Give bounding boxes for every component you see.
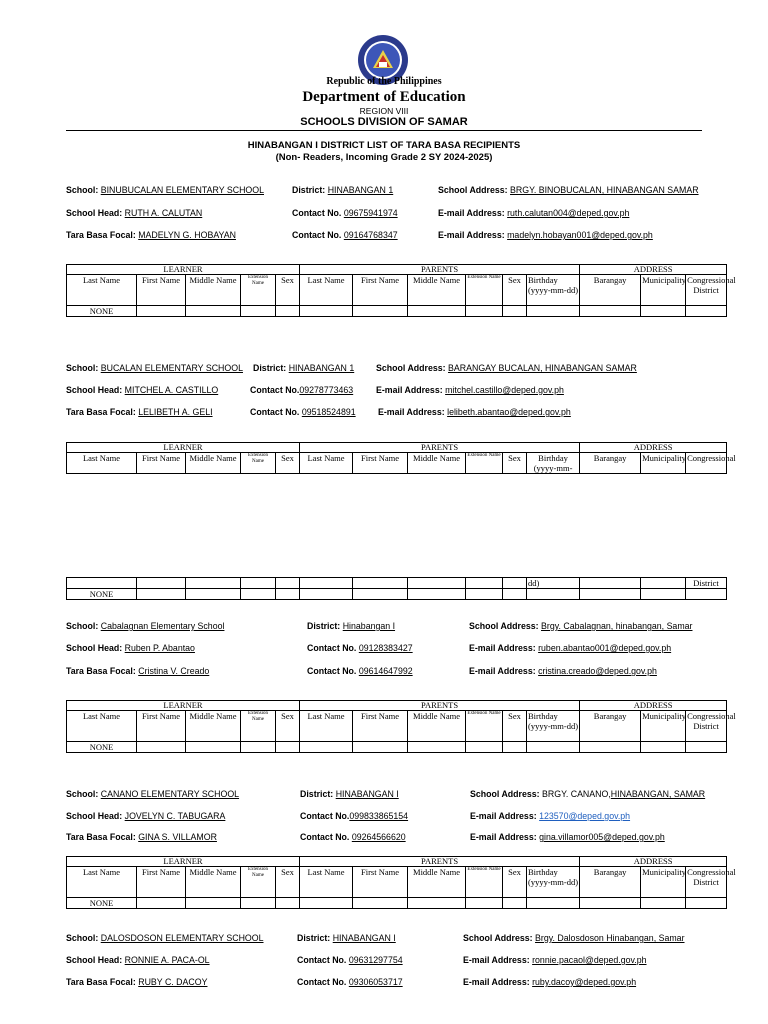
address-group-header: ADDRESS: [580, 857, 727, 867]
head-contact-line: Contact No.09278773463: [250, 385, 354, 395]
school-address-line: School Address: BRGY. CANANO,HINABANGAN, SAMAR: [470, 789, 706, 799]
col-parent-first-name: First Name: [353, 275, 408, 306]
focal-line: Tara Basa Focal: GINA S. VILLAMOR: [66, 832, 217, 842]
col-birthday: Birthday (yyyy-mm-: [527, 453, 580, 474]
col-parent-extension: Extension Name: [466, 453, 503, 474]
focal-contact-line: Contact No. 09614647992: [307, 666, 413, 676]
col-municipality: Municipality: [641, 453, 686, 474]
col-barangay: Barangay: [580, 275, 641, 306]
col-last-name: Last Name: [67, 453, 137, 474]
school-name-line: School: DALOSDOSON ELEMENTARY SCHOOL: [66, 933, 264, 943]
recipients-table: [66, 264, 736, 317]
learner-group-header: LEARNER: [67, 857, 300, 867]
col-extension-name: Extension Name: [241, 711, 276, 742]
header-divider: [66, 130, 702, 131]
division-name: SCHOOLS DIVISION OF SAMAR: [300, 116, 468, 128]
district-line: District: HINABANGAN 1: [292, 185, 394, 195]
col-sex: Sex: [276, 453, 300, 474]
col-parent-extension: Extension Name: [466, 711, 503, 742]
col-barangay: Barangay: [580, 867, 641, 898]
school-name-line: School: BUCALAN ELEMENTARY SCHOOL: [66, 363, 243, 373]
focal-email-line: E-mail Address: gina.villamor005@deped.gov.ph: [470, 832, 665, 842]
parents-group-header: PARENTS: [300, 443, 580, 453]
col-middle-name: Middle Name: [186, 867, 241, 898]
school-address-line: School Address: BRGY. BINOBUCALAN, HINABANGAN SAMAR: [438, 185, 699, 195]
district-line: District: HINABANGAN I: [297, 933, 396, 943]
recipients-table-bottom: [66, 577, 727, 600]
col-barangay: Barangay: [580, 453, 641, 474]
school-head-line: School Head: JOVELYN C. TABUGARA: [66, 811, 226, 821]
col-extension-name: Extension Name: [241, 453, 276, 474]
col-first-name: First Name: [137, 711, 186, 742]
col-congressional: Congressional: [686, 453, 727, 474]
col-parent-extension: Extension Name: [466, 275, 503, 306]
address-group-header: ADDRESS: [580, 443, 727, 453]
focal-line: Tara Basa Focal: Cristina V. Creado: [66, 666, 210, 676]
col-parent-sex: Sex: [503, 275, 527, 306]
district-line: District: HINABANGAN I: [300, 789, 399, 799]
col-middle-name: Middle Name: [186, 453, 241, 474]
school-name-line: School: CANANO ELEMENTARY SCHOOL: [66, 789, 240, 799]
col-last-name: Last Name: [67, 867, 137, 898]
col-congressional-cont: District: [686, 578, 727, 589]
recipients-table: [66, 700, 736, 753]
school-head-line: School Head: Ruben P. Abantao: [66, 643, 195, 653]
focal-contact-line: Contact No. 09264566620: [300, 832, 406, 842]
school-head-line: School Head: RUTH A. CALUTAN: [66, 208, 203, 218]
head-email-line: E-mail Address: ronnie.pacaol@deped.gov.ph: [463, 955, 647, 965]
col-last-name: Last Name: [67, 275, 137, 306]
learner-group-header: LEARNER: [67, 701, 300, 711]
col-extension-name: Extension Name: [241, 275, 276, 306]
col-parent-middle-name: Middle Name: [408, 275, 466, 306]
col-birthday-cont: dd): [527, 578, 580, 589]
col-sex: Sex: [276, 275, 300, 306]
focal-email-line: E-mail Address: ruby.dacoy@deped.gov.ph: [463, 977, 637, 987]
parents-group-header: PARENTS: [300, 265, 580, 275]
col-parent-sex: Sex: [503, 711, 527, 742]
col-parent-middle-name: Middle Name: [408, 867, 466, 898]
col-parent-sex: Sex: [503, 867, 527, 898]
address-group-header: ADDRESS: [580, 265, 727, 275]
school-address-line: School Address: Brgy. Cabalagnan, hinabangan, Samar: [469, 621, 693, 631]
col-first-name: First Name: [137, 867, 186, 898]
none-cell: NONE: [67, 306, 137, 317]
school-address-line: School Address: Brgy. Dalosdoson Hinabangan, Samar: [463, 933, 685, 943]
school-name-line: School: Cabalagnan Elementary School: [66, 621, 225, 631]
head-email-line: E-mail Address: ruth.calutan004@deped.gov.ph: [438, 208, 630, 218]
col-extension-name: Extension Name: [241, 867, 276, 898]
col-first-name: First Name: [137, 275, 186, 306]
col-middle-name: Middle Name: [186, 275, 241, 306]
department-name: Department of Education: [302, 89, 466, 105]
head-email-line: E-mail Address: 123570@deped.gov.ph: [470, 811, 631, 821]
focal-contact-line: Contact No. 09164768347: [292, 230, 398, 240]
focal-contact-line: Contact No. 09518524891: [250, 407, 356, 417]
col-parent-middle-name: Middle Name: [408, 711, 466, 742]
head-contact-line: Contact No. 09128383427: [307, 643, 413, 653]
focal-line: Tara Basa Focal: MADELYN G. HOBAYAN: [66, 230, 236, 240]
col-municipality: Municipality: [641, 711, 686, 742]
col-parent-middle-name: Middle Name: [408, 453, 466, 474]
focal-email-line: E-mail Address: madelyn.hobayan001@deped.gov.ph: [438, 230, 653, 240]
head-email-line: E-mail Address: ruben.abantao001@deped.gov.ph: [469, 643, 672, 653]
col-parent-first-name: First Name: [353, 453, 408, 474]
col-middle-name: Middle Name: [186, 711, 241, 742]
focal-line: Tara Basa Focal: RUBY C. DACOY: [66, 977, 208, 987]
head-email-link[interactable]: 123570@deped.gov.ph: [539, 811, 631, 821]
learner-group-header: LEARNER: [67, 265, 300, 275]
title-line-1: HINABANGAN I DISTRICT LIST OF TARA BASA RECIPIENTS: [247, 140, 521, 151]
school-address-line: School Address: BARANGAY BUCALAN, HINABANGAN SAMAR: [376, 363, 637, 373]
col-parent-last-name: Last Name: [300, 711, 353, 742]
col-parent-sex: Sex: [503, 453, 527, 474]
focal-line: Tara Basa Focal: LELIBETH A. GELI: [66, 407, 213, 417]
focal-email-line: E-mail Address: cristina.creado@deped.gov.ph: [469, 666, 657, 676]
parents-group-header: PARENTS: [300, 857, 580, 867]
col-congressional: Congressional District: [686, 867, 727, 898]
col-sex: Sex: [276, 867, 300, 898]
head-contact-line: Contact No. 09675941974: [292, 208, 398, 218]
address-group-header: ADDRESS: [580, 701, 727, 711]
col-sex: Sex: [276, 711, 300, 742]
col-first-name: First Name: [137, 453, 186, 474]
none-cell: NONE: [67, 742, 137, 753]
col-municipality: Municipality: [641, 275, 686, 306]
none-cell: NONE: [67, 898, 137, 909]
school-head-line: School Head: MITCHEL A. CASTILLO: [66, 385, 219, 395]
title-line-2: (Non- Readers, Incoming Grade 2 SY 2024-2025): [275, 152, 493, 163]
none-cell: NONE: [67, 589, 137, 600]
col-barangay: Barangay: [580, 711, 641, 742]
district-line: District: HINABANGAN 1: [253, 363, 355, 373]
recipients-table-top: [66, 442, 736, 474]
focal-email-line: E-mail Address: lelibeth.abantao@deped.gov.ph: [378, 407, 571, 417]
col-parent-extension: Extension Name: [466, 867, 503, 898]
region-name: REGION VIII: [359, 106, 409, 116]
head-contact-line: Contact No.099833865154: [300, 811, 409, 821]
focal-contact-line: Contact No. 09306053717: [297, 977, 403, 987]
col-parent-first-name: First Name: [353, 867, 408, 898]
learner-group-header: LEARNER: [67, 443, 300, 453]
col-parent-first-name: First Name: [353, 711, 408, 742]
recipients-table: [66, 856, 736, 909]
school-name-line: School: BINUBUCALAN ELEMENTARY SCHOOL: [66, 185, 264, 195]
republic-line: Republic of the Philippines: [326, 76, 442, 87]
col-birthday: Birthday (yyyy-mm-dd): [527, 275, 580, 306]
document-title: [0, 140, 768, 164]
school-head-line: School Head: RONNIE A. PACA-OL: [66, 955, 210, 965]
col-parent-last-name: Last Name: [300, 867, 353, 898]
head-contact-line: Contact No. 09631297754: [297, 955, 403, 965]
col-congressional: Congressional District: [686, 275, 727, 306]
head-email-line: E-mail Address: mitchel.castillo@deped.gov.ph: [376, 385, 564, 395]
col-last-name: Last Name: [67, 711, 137, 742]
parents-group-header: PARENTS: [300, 701, 580, 711]
col-congressional: Congressional District: [686, 711, 727, 742]
col-parent-last-name: Last Name: [300, 275, 353, 306]
col-parent-last-name: Last Name: [300, 453, 353, 474]
col-municipality: Municipality: [641, 867, 686, 898]
col-birthday: Birthday (yyyy-mm-dd): [527, 867, 580, 898]
district-line: District: Hinabangan I: [307, 621, 396, 631]
col-birthday: Birthday (yyyy-mm-dd): [527, 711, 580, 742]
